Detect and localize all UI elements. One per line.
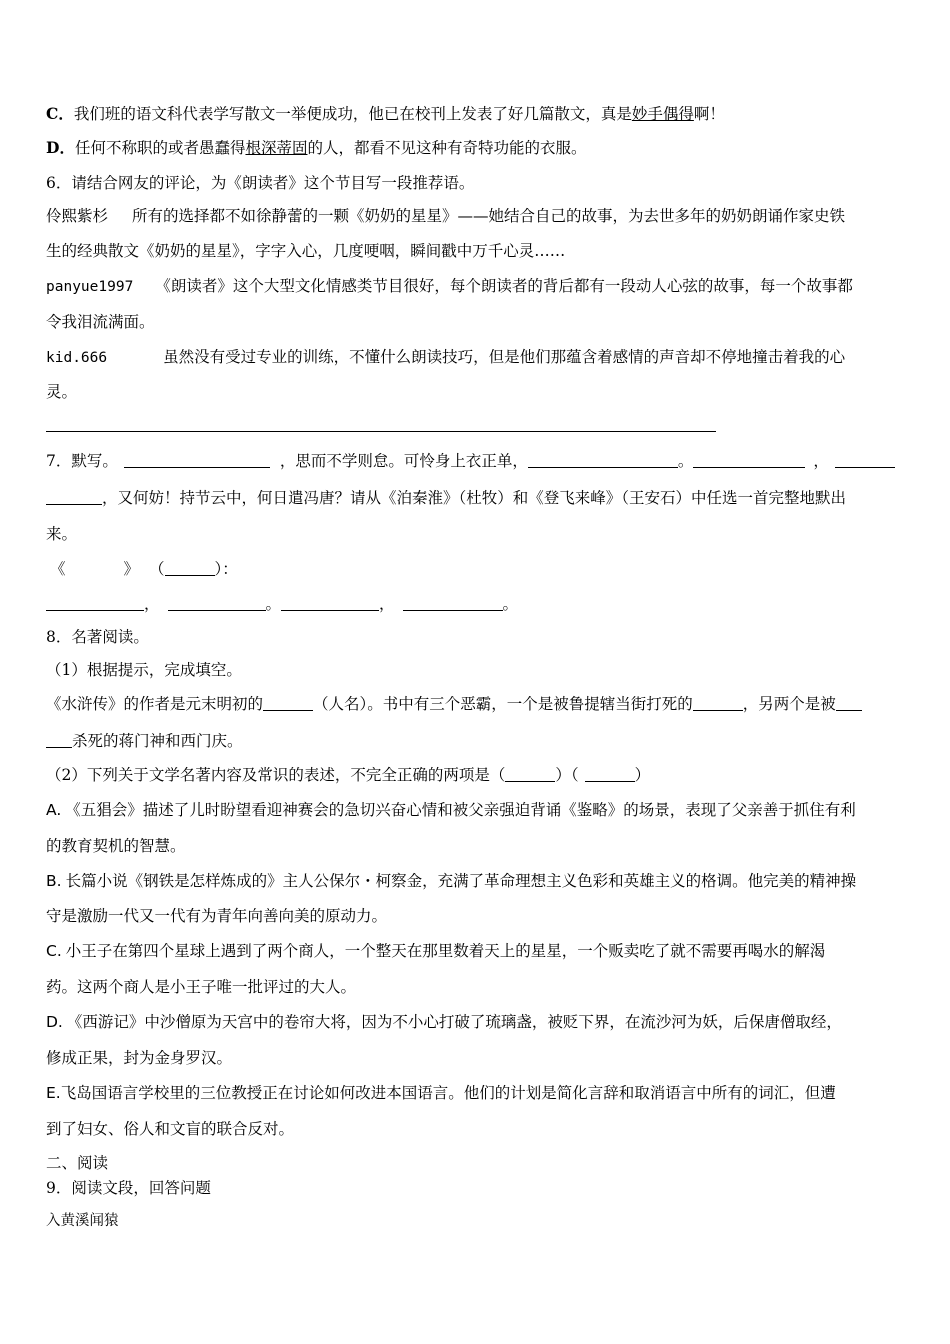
q7-poem-comma-2: ，: [379, 595, 395, 613]
q8-option-d-line2-text: 修成正果，封为金身罗汉。: [46, 1049, 233, 1067]
q6-comment-3-text-line1: 虽然没有受过专业的训练，不懂什么朗读技巧，但是他们那蕴含着感情的声音却不停地撞击着我的心: [163, 348, 846, 366]
q8-option-c-line2: [46, 977, 356, 997]
q7-poem-blank-1[interactable]: [46, 596, 144, 611]
q8-option-b-line1-text: 长篇小说《钢铁是怎样炼成的》主人公保尔・柯察金，充满了革命理想主义色彩和英雄主义的格调。他完美的精神操: [65, 872, 857, 890]
q8-answer-blank-1[interactable]: [505, 767, 555, 782]
q8-sub1-text-a: 《水浒传》的作者是元末明初的: [46, 695, 264, 713]
q8-sub1-text-c: ，另两个是被: [742, 695, 836, 713]
q8-sub2-text-a: （2）下列关于文学名著内容及常识的表述，不完全正确的两项是（: [46, 766, 506, 784]
q8-blank-hero-a[interactable]: [836, 696, 862, 711]
passage-title: [46, 1211, 119, 1231]
q8-sub1-text-d: 杀死的蒋门神和西门庆。: [72, 732, 243, 750]
q7-title-open: 《: [50, 560, 66, 578]
q5-option-d-idiom: 根深蒂固: [245, 139, 308, 157]
q6-comment-1-line1: [46, 206, 845, 226]
q7-author-close: ）：: [214, 560, 238, 578]
q8-sub1-text: （1）根据提示，完成填空。: [46, 661, 242, 679]
q8-option-e-line1-text: 飞岛国语言学校里的三位教授正在讨论如何改进本国语言。他们的计划是简化言辞和取消语言中所有的词汇，但遭: [60, 1084, 836, 1102]
q6-answer-line[interactable]: [46, 431, 716, 432]
q8-option-d-line2: [46, 1048, 232, 1068]
q7-poem-blank-2[interactable]: [168, 596, 266, 611]
q8-option-c-label: C.: [46, 942, 62, 960]
q8-answer-blank-2[interactable]: [585, 767, 635, 782]
q7-part1: ，思而不学则怠。可怜身上衣正单，: [279, 452, 528, 470]
q6-comment-2-user: panyue1997: [46, 279, 134, 295]
q8-option-c-line2-text: 药。这两个商人是小王子唯一批评过的大人。: [46, 978, 357, 996]
q7-number: 7．: [46, 452, 72, 470]
q7-title-close: 》: [123, 560, 140, 578]
q7-part3: ，: [813, 452, 829, 470]
q8-sub1-line2: [46, 731, 243, 751]
q5-option-d: [46, 138, 587, 158]
q7-line2-text: ，又何妨！持节云中，何日遣冯唐？请从《泊秦淮》（杜牧）和《登飞来峰》（王安石）中任选一首完整地默出: [102, 489, 847, 507]
q6-number: 6．: [46, 174, 72, 192]
q6-comment-1-text-line1: 所有的选择都不如徐静蕾的一颗《奶奶的星星》——她结合自己的故事，为去世多年的奶奶朗诵作家史铁: [132, 207, 846, 225]
q8-option-b-line2: [46, 906, 387, 926]
q8-number: 8．: [46, 628, 72, 646]
passage-title-text: 入黄溪闻猿: [46, 1213, 119, 1229]
q8-sub2: [46, 765, 650, 785]
q8-option-a-line1-text: 《五猖会》描述了儿时盼望看迎神赛会的急切兴奋心情和被父亲强迫背诵《鉴略》的场景，表现了父亲善于抓住有利: [65, 801, 856, 819]
q7-blank-1[interactable]: [124, 453, 270, 468]
q6-comment-1-user: 伶熙紫杉: [46, 207, 109, 225]
q8-blank-villain[interactable]: [693, 696, 743, 711]
q8-sub2-text-c: ）: [634, 766, 651, 784]
q5-option-c-text-b: 啊！: [693, 105, 725, 123]
q6-prompt: 请结合网友的评论，为《朗读者》这个节目写一段推荐语。: [71, 174, 475, 192]
q8-blank-hero-b[interactable]: [46, 733, 72, 748]
q8-option-b-label: B.: [46, 872, 62, 890]
q8-option-a-line2-text: 的教育契机的智慧。: [46, 837, 186, 855]
q8-option-b-line1: [46, 871, 856, 891]
q6-comment-2-line1: [46, 276, 853, 297]
q7-poem-lines: [46, 594, 518, 614]
q8-sub1: [46, 660, 242, 680]
q7-blank-4a[interactable]: [835, 453, 895, 468]
q8-title-line: [46, 627, 149, 647]
q7-poem-period-1: 。: [265, 595, 282, 613]
q7-line1: [46, 451, 895, 471]
q7-poem-comma-1: ，: [144, 595, 160, 613]
q9-prompt-line: [46, 1178, 211, 1198]
section2-heading-text: 二、阅读: [46, 1154, 109, 1172]
q8-option-d-line1-text: 《西游记》中沙僧原为天宫中的卷帘大将，因为不小心打破了琉璃盏，被贬下界，在流沙河为妖，后保唐僧取经，: [66, 1013, 842, 1031]
q9-number: 9．: [46, 1179, 72, 1197]
q8-option-d-label: D.: [46, 1013, 63, 1031]
q8-option-e-label: E.: [46, 1084, 61, 1102]
q8-blank-author[interactable]: [263, 696, 313, 711]
q5-option-c-idiom: 妙手偶得: [631, 105, 694, 123]
q8-option-b-line2-text: 守是激励一代又一代有为青年向善向美的原动力。: [46, 907, 388, 925]
q6-comment-3-text-line2: 灵。: [46, 383, 78, 401]
q9-prompt: 阅读文段，回答问题: [71, 1179, 211, 1197]
q8-option-e-line1: [46, 1083, 836, 1103]
q8-option-a-line2: [46, 836, 186, 856]
q5-option-c: [46, 104, 725, 124]
q8-option-a-line1: [46, 800, 856, 820]
q8-option-c-line1: [46, 941, 825, 961]
q5-option-c-text-a: 我们班的语文科代表学写散文一举便成功，他已在校刊上发表了好几篇散文，真是: [73, 105, 632, 123]
q6-comment-1-text-line2: 生的经典散文《奶奶的星星》，字字入心，几度哽咽，瞬间戳中万千心灵……: [46, 242, 566, 260]
q7-blank-3[interactable]: [693, 453, 805, 468]
q8-option-d-line1: [46, 1012, 842, 1032]
q7-poem-blank-3[interactable]: [281, 596, 379, 611]
q5-option-d-text-a: 任何不称职的或者愚蠢得: [74, 139, 246, 157]
q8-sub1-line1: [46, 694, 862, 714]
q8-sub1-text-b: （人名）。书中有三个恶霸，一个是被鲁提辖当街打死的: [313, 695, 693, 713]
q7-poem-heading: [46, 559, 238, 579]
q5-option-d-text-b: 的人，都看不见这种有奇特功能的衣服。: [307, 139, 587, 157]
section2-heading: [46, 1153, 108, 1173]
q8-option-e-line2-text: 到了妇女、俗人和文盲的联合反对。: [46, 1120, 295, 1138]
q6-comment-1-line2: [46, 241, 565, 261]
q5-option-c-label: C．: [46, 104, 74, 123]
q6-comment-2-line2: [46, 312, 155, 332]
q7-poem-blank-4[interactable]: [403, 596, 503, 611]
q8-sub2-text-b: ）（: [555, 766, 579, 784]
q8-option-c-line1-text: 小王子在第四个星球上遇到了两个商人，一个整天在那里数着天上的星星，一个贩卖吃了就不需要再喝水的解渴: [65, 942, 826, 960]
q7-blank-2[interactable]: [528, 453, 678, 468]
q7-label: 默写。: [71, 452, 118, 470]
q6-comment-2-text-line2: 令我泪流满面。: [46, 313, 155, 331]
q7-part2: 。: [677, 452, 694, 470]
q6-comment-3-line2: [46, 382, 77, 402]
q5-option-d-label: D．: [46, 138, 75, 157]
q7-line2: [46, 488, 846, 508]
q6-comment-2-text-line1: 《朗读者》这个大型文化情感类节目很好，每个朗读者的背后都有一段动人心弦的故事，每一个故事都: [155, 277, 853, 295]
q6-prompt-line: [46, 173, 474, 193]
q8-option-a-label: A.: [46, 801, 62, 819]
q7-author-open: （: [149, 560, 165, 578]
q7-author-blank[interactable]: [165, 561, 215, 576]
q8-title: 名著阅读。: [71, 628, 149, 646]
q6-comment-3-user: kid.666: [46, 350, 108, 366]
q7-poem-period-2: 。: [502, 595, 519, 613]
q8-option-e-line2: [46, 1119, 294, 1139]
q7-line3-text: 来。: [46, 525, 78, 543]
q7-blank-4b[interactable]: [46, 490, 102, 505]
q7-line3: [46, 524, 77, 544]
q6-comment-3-line1: [46, 347, 845, 368]
